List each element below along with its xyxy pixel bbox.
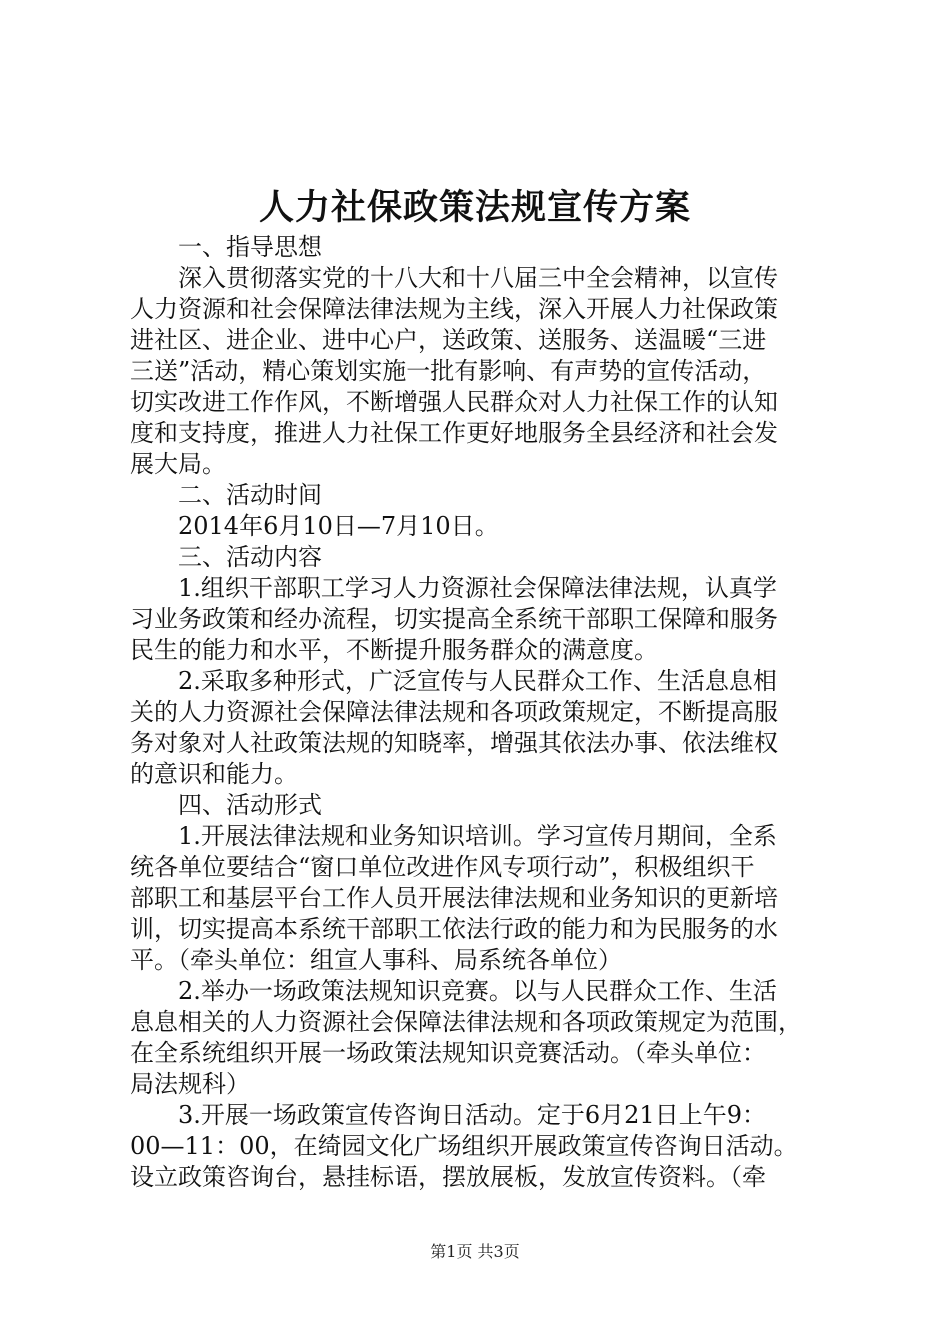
paragraph-line: 息息相关的人力资源社会保障法律法规和各项政策规定为范围， — [130, 1008, 802, 1036]
paragraph-line: 平。（牵头单位：组宣人事科、局系统各单位） — [130, 946, 622, 974]
paragraph-line: 训，切实提高本系统干部职工依法行政的能力和为民服务的水 — [130, 915, 778, 943]
paragraph-line: 局法规科） — [130, 1070, 250, 1098]
paragraph-line: 在全系统组织开展一场政策法规知识竞赛活动。（牵头单位： — [130, 1039, 766, 1067]
section-heading: 一、指导思想 — [178, 233, 322, 261]
paragraph-line: 度和支持度，推进人力社保工作更好地服务全县经济和社会发 — [130, 419, 778, 447]
paragraph-line: 统各单位要结合“窗口单位改进作风专项行动”，积极组织干 — [130, 853, 755, 881]
paragraph-line: 人力资源和社会保障法律法规为主线，深入开展人力社保政策 — [130, 295, 778, 323]
paragraph-line: 00—11：00，在绮园文化广场组织开展政策宣传咨询日活动。 — [130, 1132, 798, 1160]
paragraph-line: 的意识和能力。 — [130, 760, 298, 788]
paragraph-line: 2.采取多种形式，广泛宣传与人民群众工作、生活息息相 — [178, 667, 777, 695]
paragraph-line: 进社区、进企业、进中心户，送政策、送服务、送温暖“三进 — [130, 326, 767, 354]
paragraph-line: 深入贯彻落实党的十八大和十八届三中全会精神，以宣传 — [178, 264, 778, 292]
page-footer: 第1页 共3页 — [430, 1242, 520, 1261]
paragraph-line: 设立政策咨询台，悬挂标语，摆放展板，发放宣传资料。（牵 — [130, 1163, 766, 1191]
paragraph-line: 1.组织干部职工学习人力资源社会保障法律法规，认真学 — [178, 574, 777, 602]
paragraph-line: 切实改进工作作风，不断增强人民群众对人力社保工作的认知 — [130, 388, 778, 416]
paragraph-line: 习业务政策和经办流程，切实提高全系统干部职工保障和服务 — [130, 605, 778, 633]
document-title: 人力社保政策法规宣传方案 — [258, 187, 691, 228]
paragraph-line: 关的人力资源社会保障法律法规和各项政策规定，不断提高服 — [130, 698, 778, 726]
paragraph-line: 2.举办一场政策法规知识竞赛。以与人民群众工作、生活 — [178, 977, 777, 1005]
paragraph-line: 展大局。 — [130, 450, 226, 478]
section-heading: 四、活动形式 — [178, 791, 322, 819]
paragraph-line: 民生的能力和水平，不断提升服务群众的满意度。 — [130, 636, 658, 664]
section-heading: 二、活动时间 — [178, 481, 322, 509]
paragraph-line: 部职工和基层平台工作人员开展法律法规和业务知识的更新培 — [130, 884, 778, 912]
document-body — [130, 232, 830, 1193]
paragraph-line: 1.开展法律法规和业务知识培训。学习宣传月期间，全系 — [178, 822, 777, 850]
section-heading: 三、活动内容 — [178, 543, 322, 571]
paragraph-line: 三送”活动，精心策划实施一批有影响、有声势的宣传活动， — [130, 357, 767, 385]
paragraph-line: 3.开展一场政策宣传咨询日活动。定于6月21日上午9： — [178, 1101, 766, 1129]
paragraph-line: 务对象对人社政策法规的知晓率，增强其依法办事、依法维权 — [130, 729, 778, 757]
paragraph-line: 2014年6月10日—7月10日。 — [178, 512, 499, 540]
